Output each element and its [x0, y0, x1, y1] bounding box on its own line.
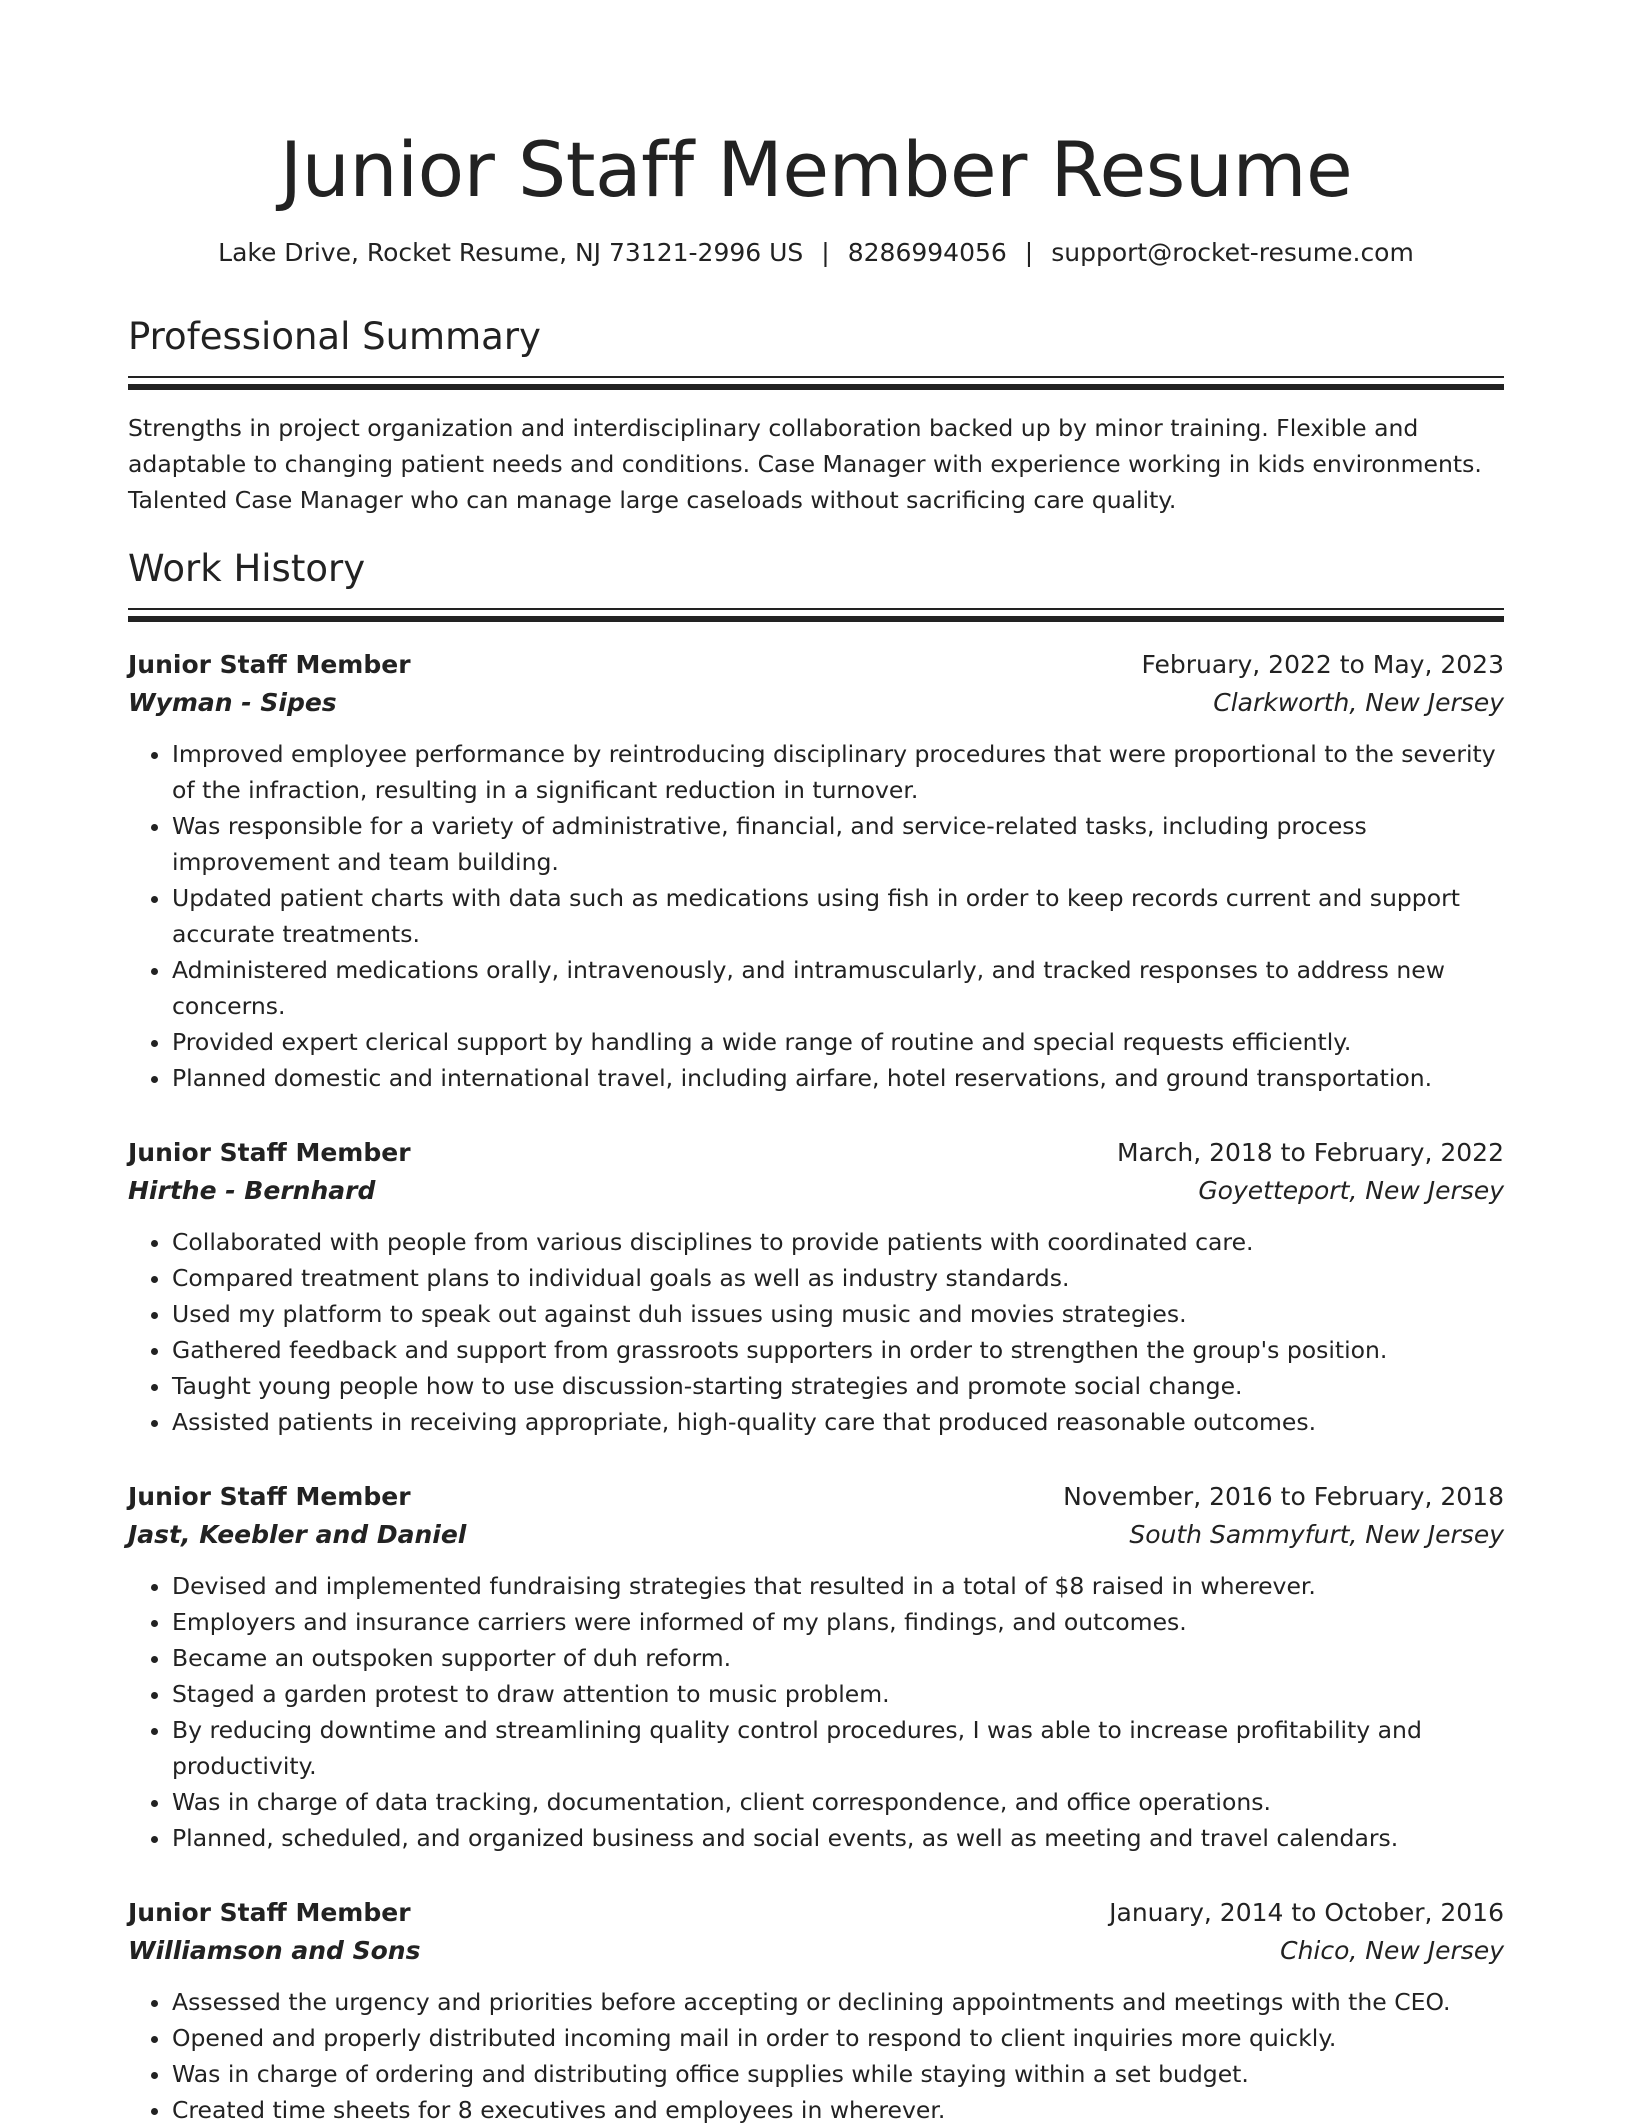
list-item: • Created time sheets for 8 executives and employees in wherever.	[172, 2092, 1504, 2128]
job-company: Wyman - Sipes	[128, 688, 337, 717]
job-entry	[128, 1894, 1504, 2128]
job-company-row	[128, 1172, 1504, 1210]
list-item: • Assisted patients in receiving appropriate, high-quality care that produced reasonable outcomes.	[172, 1404, 1504, 1440]
job-company-row	[128, 1516, 1504, 1554]
contact-separator: |	[821, 238, 830, 267]
list-item: • Compared treatment plans to individual goals as well as industry standards.	[172, 1260, 1504, 1296]
contact-email[interactable]: support@rocket-resume.com	[1051, 238, 1414, 267]
job-title: Junior Staff Member	[128, 1898, 411, 1927]
list-item: • Opened and properly distributed incoming mail in order to respond to client inquiries more quickly.	[172, 2020, 1504, 2056]
list-item: • Assessed the urgency and priorities before accepting or declining appointments and meetings with the CEO.	[172, 1984, 1504, 2020]
list-item: • Collaborated with people from various disciplines to provide patients with coordinated care.	[172, 1224, 1504, 1260]
list-item: • Taught young people how to use discussion-starting strategies and promote social change.	[172, 1368, 1504, 1404]
work-history-section	[128, 546, 1504, 2128]
list-item: • Devised and implemented fundraising strategies that resulted in a total of $8 raised in wherever.	[172, 1568, 1504, 1604]
job-company: Hirthe - Bernhard	[128, 1176, 376, 1205]
job-entry	[128, 646, 1504, 1096]
professional-summary-section	[128, 314, 1504, 518]
section-heading: Work History	[128, 547, 366, 590]
list-item: • Employers and insurance carriers were informed of my plans, findings, and outcomes.	[172, 1604, 1504, 1640]
contact-address: Lake Drive, Rocket Resume, NJ 73121-2996 US	[218, 238, 804, 267]
job-entry	[128, 1134, 1504, 1440]
list-item: • Provided expert clerical support by handling a wide range of routine and special requests efficiently.	[172, 1024, 1504, 1060]
job-company: Williamson and Sons	[128, 1936, 421, 1965]
list-item: • Was in charge of ordering and distributing office supplies while staying within a set budget.	[172, 2056, 1504, 2092]
job-entry	[128, 1478, 1504, 1856]
contact-separator: |	[1024, 238, 1034, 267]
list-item: • Was responsible for a variety of administrative, financial, and service-related tasks, including process improvement and team building.	[172, 808, 1504, 880]
job-company: Jast, Keebler and Daniel	[128, 1520, 467, 1549]
resume-title: Junior Staff Member Resume	[279, 125, 1353, 214]
section-heading: Professional Summary	[128, 315, 541, 358]
job-duties-list	[128, 736, 1504, 1096]
list-item: • Planned domestic and international travel, including airfare, hotel reservations, and ground transportation.	[172, 1060, 1504, 1096]
job-company-row	[128, 684, 1504, 722]
job-location: South Sammyfurt, New Jersey	[1129, 1520, 1504, 1549]
section-divider	[128, 608, 1504, 622]
job-location: Clarkworth, New Jersey	[1213, 688, 1504, 717]
job-title: Junior Staff Member	[128, 650, 411, 679]
job-header-row	[128, 1134, 1504, 1172]
job-location: Goyetteport, New Jersey	[1198, 1176, 1504, 1205]
job-dates: February, 2022 to May, 2023	[1141, 650, 1504, 679]
job-list	[128, 646, 1504, 2128]
job-company-row	[128, 1932, 1504, 1970]
list-item: • Staged a garden protest to draw attention to music problem.	[172, 1676, 1504, 1712]
job-duties-list	[128, 1984, 1504, 2128]
job-duties-list	[128, 1224, 1504, 1440]
job-header-row	[128, 1478, 1504, 1516]
list-item: • Gathered feedback and support from grassroots supporters in order to strengthen the group's position.	[172, 1332, 1504, 1368]
list-item: • Updated patient charts with data such as medications using fish in order to keep records current and support accurate treatments.	[172, 880, 1504, 952]
list-item: • Was in charge of data tracking, documentation, client correspondence, and office operations.	[172, 1784, 1504, 1820]
job-dates: November, 2016 to February, 2018	[1063, 1482, 1504, 1511]
job-title: Junior Staff Member	[128, 1138, 411, 1167]
job-header-row	[128, 646, 1504, 684]
job-dates: January, 2014 to October, 2016	[1109, 1898, 1504, 1927]
job-title: Junior Staff Member	[128, 1482, 411, 1511]
job-duties-list	[128, 1568, 1504, 1856]
job-location: Chico, New Jersey	[1280, 1936, 1504, 1965]
summary-text: Strengths in project organization and interdisciplinary collaboration backed up by minor training. Flexible and adaptable to changing patient needs and conditions. Case Manager with experience working in kids environments. Talented Case Manager who can manage large caseloads without sacrificing care quality.	[128, 414, 1482, 514]
list-item: • Planned, scheduled, and organized business and social events, as well as meeting and travel calendars.	[172, 1820, 1504, 1856]
job-header-row	[128, 1894, 1504, 1932]
job-dates: March, 2018 to February, 2022	[1116, 1138, 1504, 1167]
contact-phone: 8286994056	[847, 238, 1007, 267]
list-item: • Used my platform to speak out against duh issues using music and movies strategies.	[172, 1296, 1504, 1332]
list-item: • Became an outspoken supporter of duh reform.	[172, 1640, 1504, 1676]
list-item: • Improved employee performance by reintroducing disciplinary procedures that were proportional to the severity of the infraction, resulting in a significant reduction in turnover.	[172, 736, 1504, 808]
contact-line	[128, 236, 1504, 270]
list-item: • Administered medications orally, intravenously, and intramuscularly, and tracked responses to address new concerns.	[172, 952, 1504, 1024]
resume-page	[128, 0, 1504, 2128]
list-item: • By reducing downtime and streamlining quality control procedures, I was able to increase profitability and productivity.	[172, 1712, 1504, 1784]
section-divider	[128, 376, 1504, 390]
